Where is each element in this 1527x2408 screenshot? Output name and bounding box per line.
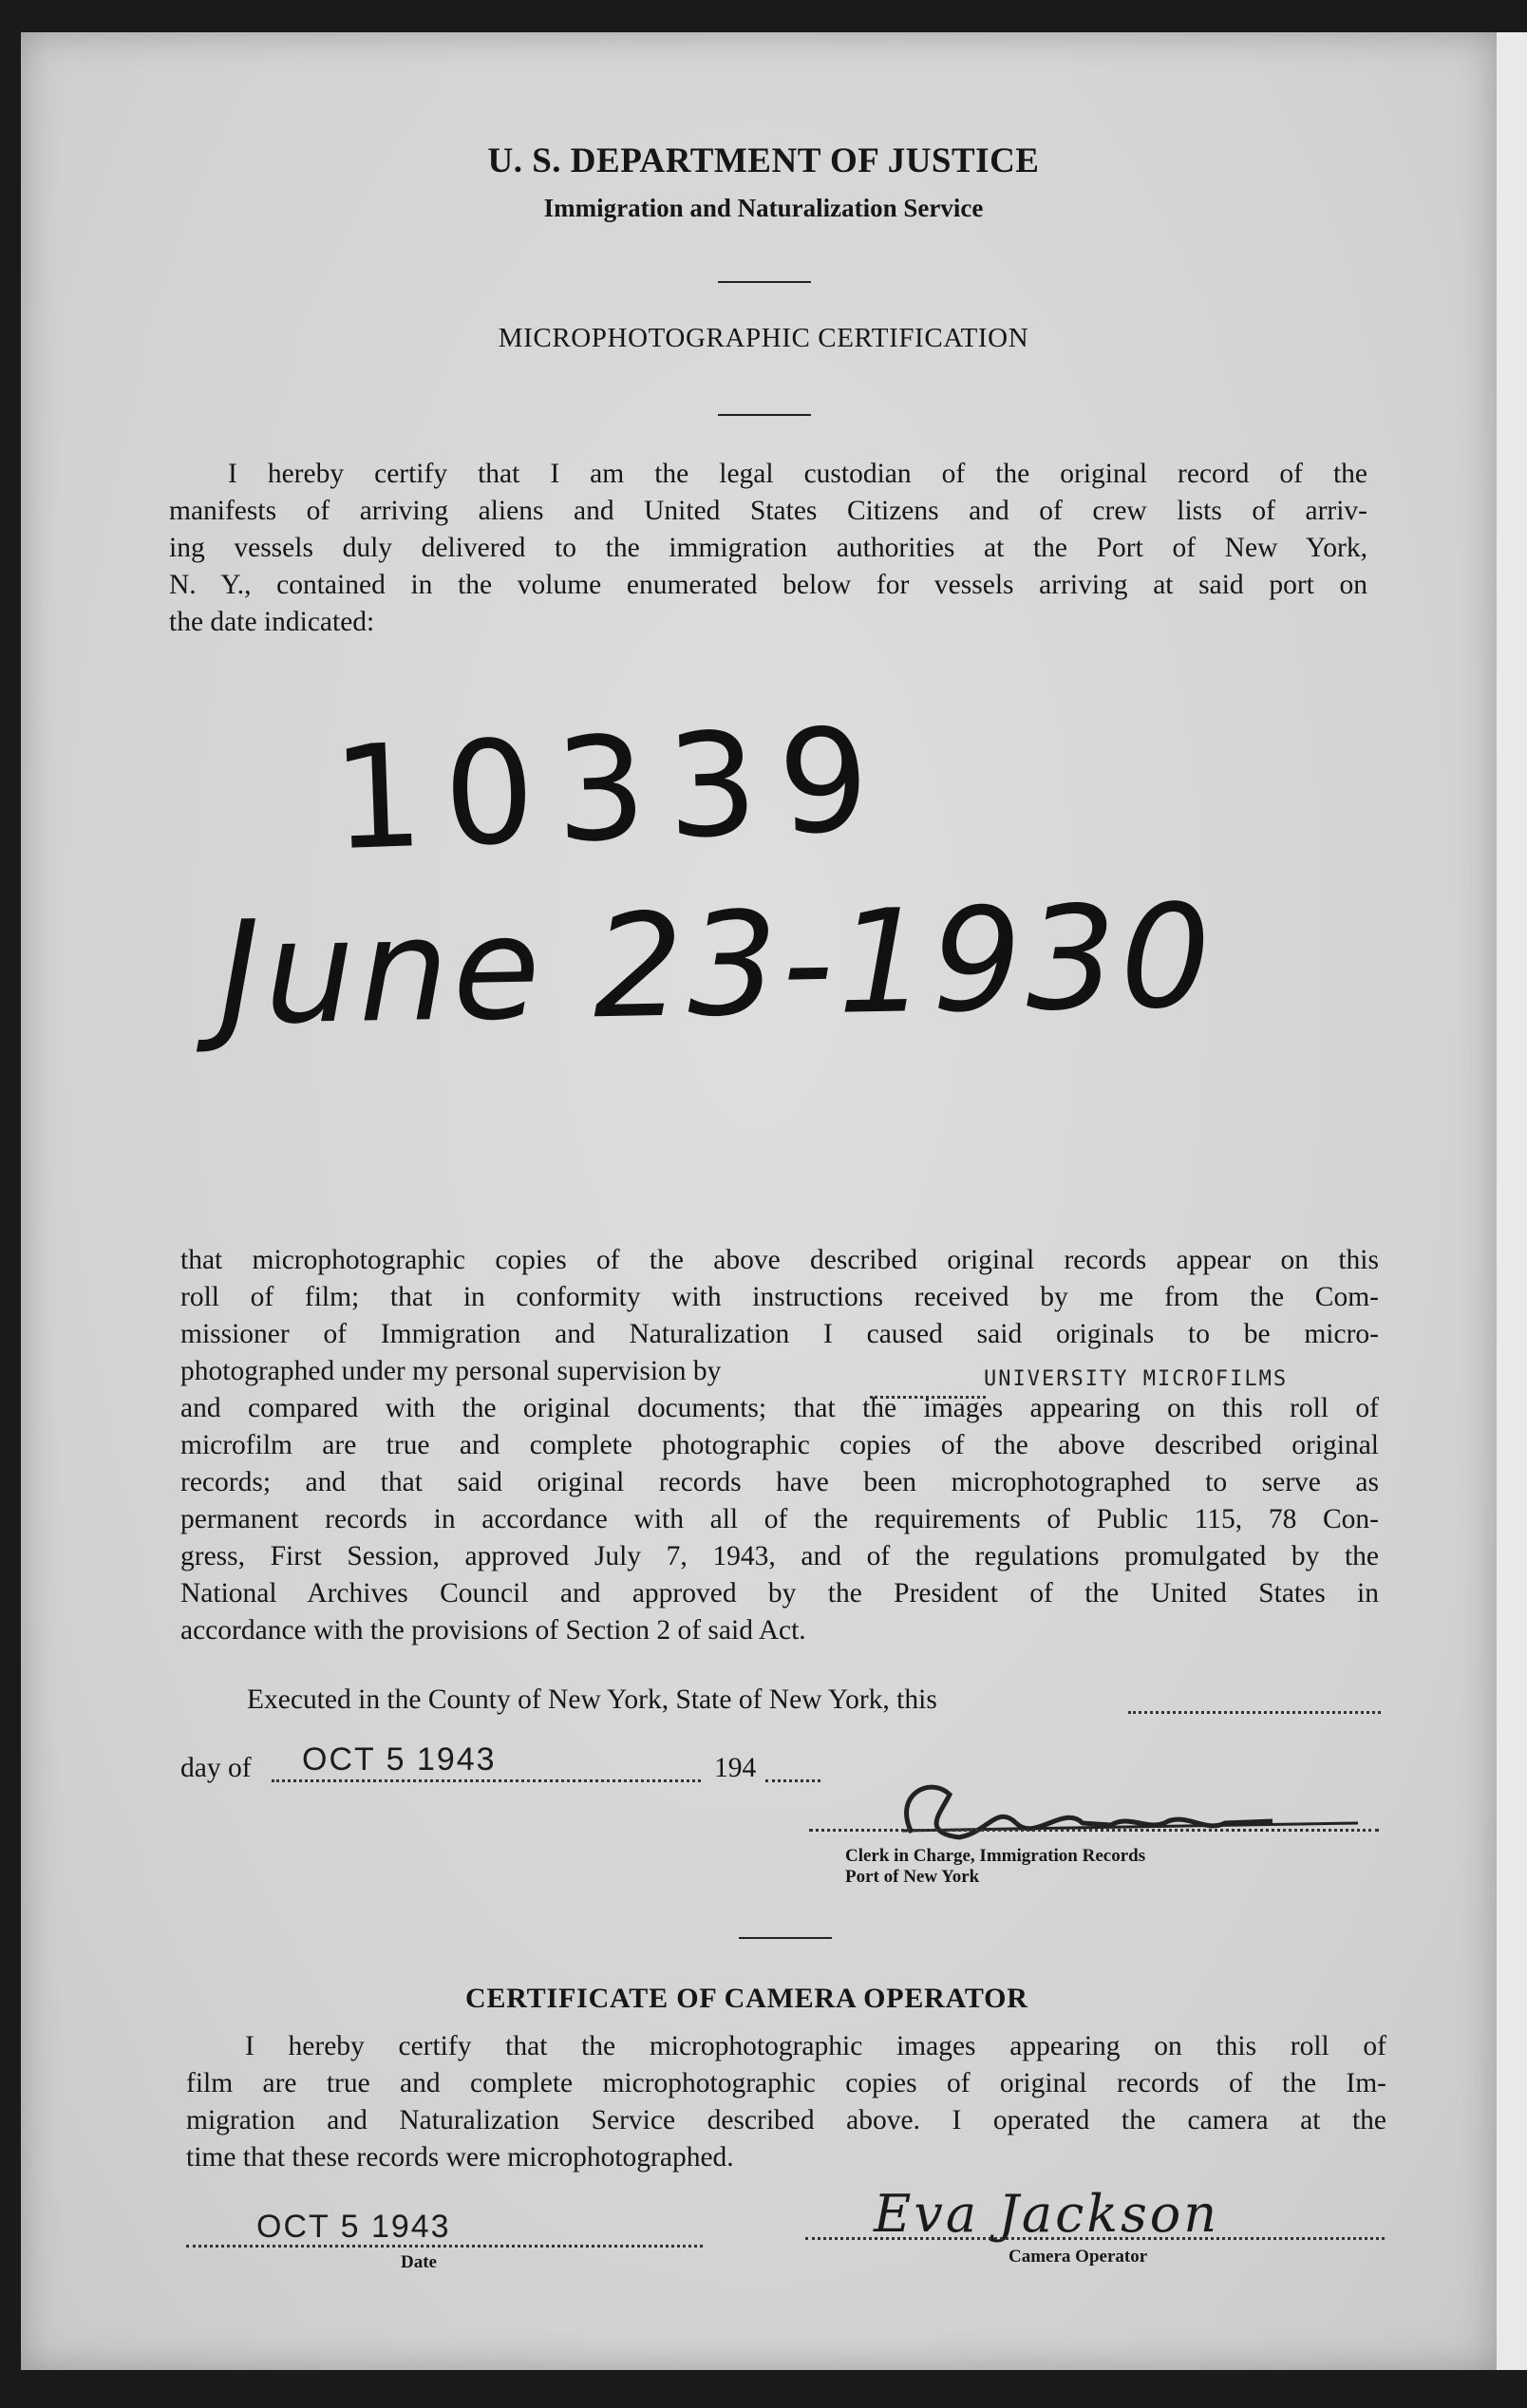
divider-2 xyxy=(718,414,811,416)
supervisor-name: UNIVERSITY MICROFILMS xyxy=(984,1367,1289,1391)
clerk-title: Clerk in Charge, Immigration Records xyxy=(845,1846,1146,1866)
clerk-port: Port of New York xyxy=(845,1867,980,1887)
supervisor-dots xyxy=(870,1396,986,1399)
body-line: and compared with the original documents; that the images appearing on this roll of xyxy=(180,1393,1379,1423)
divider-top xyxy=(718,281,811,283)
intro-line: manifests of arriving aliens and United States Citizens and of crew lists of arriv- xyxy=(169,496,1367,526)
camera-paragraph xyxy=(186,2028,1386,2176)
year-blank xyxy=(765,1779,820,1782)
body-line: National Archives Council and approved by the President of the United States in xyxy=(180,1578,1379,1608)
certificate-sheet xyxy=(21,32,1497,2370)
year-prefix: 194 xyxy=(714,1753,757,1783)
camera-line: time that these records were microphotographed. xyxy=(186,2142,734,2173)
supervisor-text: photographed under my personal supervision by xyxy=(180,1356,722,1386)
camera-date-stamp: OCT 5 1943 xyxy=(256,2209,451,2245)
camera-line: I hereby certify that the microphotographic images appearing on this roll of xyxy=(245,2031,1386,2061)
body-line: roll of film; that in conformity with instructions received by me from the Com- xyxy=(180,1282,1379,1312)
body-line: permanent records in accordance with all of the requirements of Public 115, 78 Con- xyxy=(180,1504,1379,1534)
camera-date-label: Date xyxy=(401,2252,437,2272)
camera-operator-label: Camera Operator xyxy=(1009,2247,1148,2267)
day-of-blank xyxy=(272,1779,701,1782)
body-line: that microphotographic copies of the above described original records appear on this xyxy=(180,1245,1379,1275)
department-title: U. S. DEPARTMENT OF JUSTICE xyxy=(487,141,1040,180)
intro-paragraph xyxy=(169,456,1367,641)
day-of-label: day of xyxy=(180,1753,252,1783)
intro-line: the date indicated: xyxy=(169,607,375,637)
service-subtitle: Immigration and Naturalization Service xyxy=(543,194,984,222)
body-line: records; and that said original records have been microphotographed to serve as xyxy=(180,1467,1379,1497)
divider-3 xyxy=(739,1937,832,1939)
camera-operator-line xyxy=(805,2237,1385,2240)
intro-line: N. Y., contained in the volume enumerated below for vessels arriving at said port on xyxy=(169,570,1367,600)
body-line: microfilm are true and complete photographic copies of the above described original xyxy=(180,1430,1379,1460)
handwritten-date: June 23-1930 xyxy=(217,874,1216,1058)
certification-title: MICROPHOTOGRAPHIC CERTIFICATION xyxy=(498,323,1029,353)
executed-day-blank xyxy=(1128,1711,1381,1714)
handwritten-volume-number: 10339 xyxy=(330,697,894,883)
camera-line: migration and Naturalization Service described above. I operated the camera at the xyxy=(186,2105,1386,2135)
body-line: missioner of Immigration and Naturalization I caused said originals to be micro- xyxy=(180,1319,1379,1349)
intro-line: ing vessels duly delivered to the immigration authorities at the Port of New York, xyxy=(169,533,1367,563)
scan-edge xyxy=(1497,32,1527,2370)
body-line: gress, First Session, approved July 7, 1943, and of the regulations promulgated by the xyxy=(180,1541,1379,1571)
clerk-signature-line xyxy=(809,1829,1379,1832)
camera-date-line xyxy=(186,2245,703,2248)
date-stamp: OCT 5 1943 xyxy=(302,1741,497,1778)
body-paragraph xyxy=(180,1242,1379,1649)
camera-line: film are true and complete microphotographic copies of original records of the Im- xyxy=(186,2068,1386,2098)
camera-operator-signature: Eva Jackson xyxy=(874,2184,1220,2244)
body-line: accordance with the provisions of Section 2 of said Act. xyxy=(180,1615,806,1646)
camera-heading: CERTIFICATE OF CAMERA OPERATOR xyxy=(465,1983,1028,2014)
executed-text: Executed in the County of New York, State of New York, this xyxy=(247,1684,937,1715)
intro-line: I hereby certify that I am the legal custodian of the original record of the xyxy=(228,459,1367,489)
